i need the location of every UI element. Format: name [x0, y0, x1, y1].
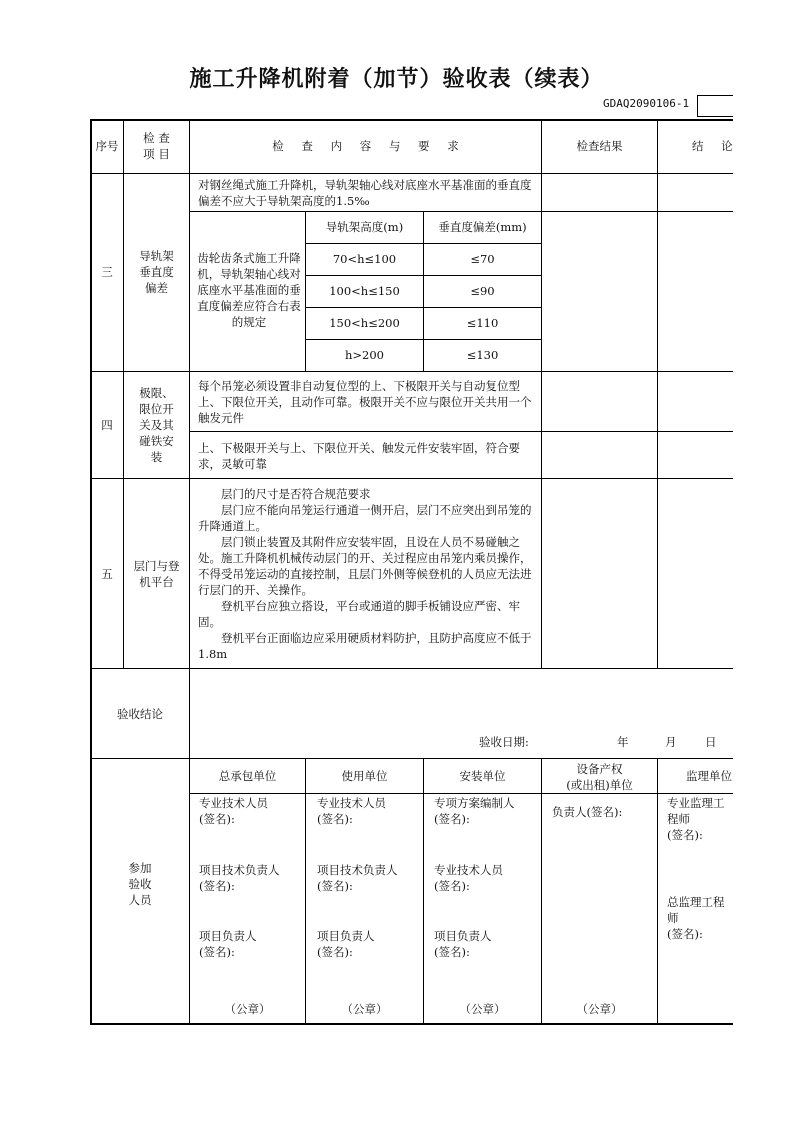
section4-req2: 上、下极限开关与上、下限位开关、触发元件安装牢固，符合要求，灵敏可靠 — [198, 441, 520, 471]
section5-paragraph: 层门应不能向吊笼运行通道一侧开启，层门不应突出到吊笼的升降通道上。 — [198, 503, 532, 533]
height-range: 150<h≤200 — [329, 316, 400, 330]
signature-field: 项目负责人 (签名): — [199, 929, 257, 959]
form-code: GDAQ2090106-1 — [603, 97, 690, 110]
section4-seq: 四 — [101, 418, 113, 432]
header-conclusion: 结 论 — [692, 139, 733, 153]
seal-placeholder: （公章） — [576, 1002, 623, 1016]
personnel-label: 参加 验收 人员 — [128, 861, 152, 907]
unit-head-supervisor: 监理单位 — [686, 769, 732, 783]
acceptance-year: 年 — [617, 735, 629, 749]
supervisor-column — [658, 794, 733, 1022]
section3-seq: 三 — [101, 265, 113, 279]
section5-content — [198, 486, 534, 662]
acceptance-day: 日 — [705, 735, 717, 749]
section3-col-height: 导轨架高度(m) — [325, 220, 404, 234]
header-seq: 序号 — [95, 139, 119, 153]
unit-head-user: 使用单位 — [341, 769, 388, 783]
acceptance-date-label: 验收日期: — [479, 735, 529, 749]
signature-field: 项目负责人 (签名): — [434, 929, 492, 959]
section3-req2: 齿轮齿条式施工升降机，导轨架轴心线对底座水平基准面的垂直度偏差应符合右表的规定 — [197, 251, 301, 329]
signature-field: 专业技术人员 (签名): — [434, 863, 503, 893]
section4-item: 极限、 限位开 关及其 碰铁安 装 — [139, 386, 174, 464]
seal-placeholder: （公章） — [224, 1002, 271, 1016]
section5-paragraph: 层门的尺寸是否符合规范要求 — [221, 487, 371, 501]
unit-head-owner: 设备产权 (或出租)单位 — [566, 762, 633, 792]
section3-item: 导轨架 垂直度 偏差 — [139, 249, 174, 295]
section5-paragraph: 登机平台正面临边应采用硬质材料防护，且防护高度应不低于1.8m — [198, 631, 532, 661]
unit-head-installer: 安装单位 — [459, 769, 506, 783]
form-code-box — [697, 95, 733, 117]
section5-paragraph: 登机平台应独立搭设，平台或通道的脚手板铺设应严密、牢固。 — [198, 599, 520, 629]
deviation-limit: ≤90 — [470, 284, 495, 298]
height-range: 100<h≤150 — [329, 284, 400, 298]
section5-paragraph: 层门锁止装置及其附件应安装牢固，且设在人员不易碰触之处。施工升降机机械传动层门的开、关过程应由吊笼内乘员操作，不得受吊笼运动的直接控制，且层门外侧等候登机的人员应无法进行层门的开、关操作。 — [198, 535, 532, 597]
seal-placeholder: （公章） — [459, 1002, 506, 1016]
header-content: 检 查 内 容 与 要 求 — [272, 139, 459, 153]
page-title: 施工升降机附着（加节）验收表（续表） — [189, 67, 604, 92]
signature-field: 总监理工程师 (签名): — [667, 895, 725, 941]
height-range: 70<h≤100 — [332, 252, 397, 266]
section3-req1: 对钢丝绳式施工升降机，导轨架轴心线对底座水平基准面的垂直度偏差不应大于导轨架高度的1.5‰ — [198, 178, 532, 208]
height-range: h>200 — [345, 348, 384, 362]
acceptance-label: 验收结论 — [117, 707, 163, 721]
section4-req1: 每个吊笼必须设置非自动复位型的上、下极限开关与自动复位型上、下限位开关，且动作可靠。极限开关不应与限位开关共用一个触发元件 — [198, 379, 532, 425]
signature-field: 负责人(签名): — [552, 805, 623, 819]
acceptance-month: 月 — [665, 735, 677, 749]
signature-field: 专业监理工程师 (签名): — [667, 796, 725, 842]
signature-field: 项目技术负责人 (签名): — [199, 863, 280, 893]
header-item: 检 查 项 目 — [143, 131, 170, 161]
unit-head-contractor: 总承包单位 — [218, 769, 277, 783]
signature-field: 项目负责人 (签名): — [317, 929, 375, 959]
deviation-limit: ≤70 — [470, 252, 495, 266]
header-result: 检查结果 — [576, 139, 623, 153]
signature-field: 专业技术人员 (签名): — [199, 796, 268, 826]
signature-field: 专业技术人员 (签名): — [317, 796, 386, 826]
section3-col-deviation: 垂直度偏差(mm) — [438, 220, 527, 234]
section5-item: 层门与登 机平台 — [133, 559, 180, 589]
deviation-limit: ≤130 — [466, 348, 499, 362]
deviation-limit: ≤110 — [466, 316, 499, 330]
seal-placeholder: （公章） — [341, 1002, 388, 1016]
signature-field: 专项方案编制人 (签名): — [434, 796, 515, 826]
signature-field: 项目技术负责人 (签名): — [317, 863, 398, 893]
section5-seq: 五 — [101, 567, 113, 581]
